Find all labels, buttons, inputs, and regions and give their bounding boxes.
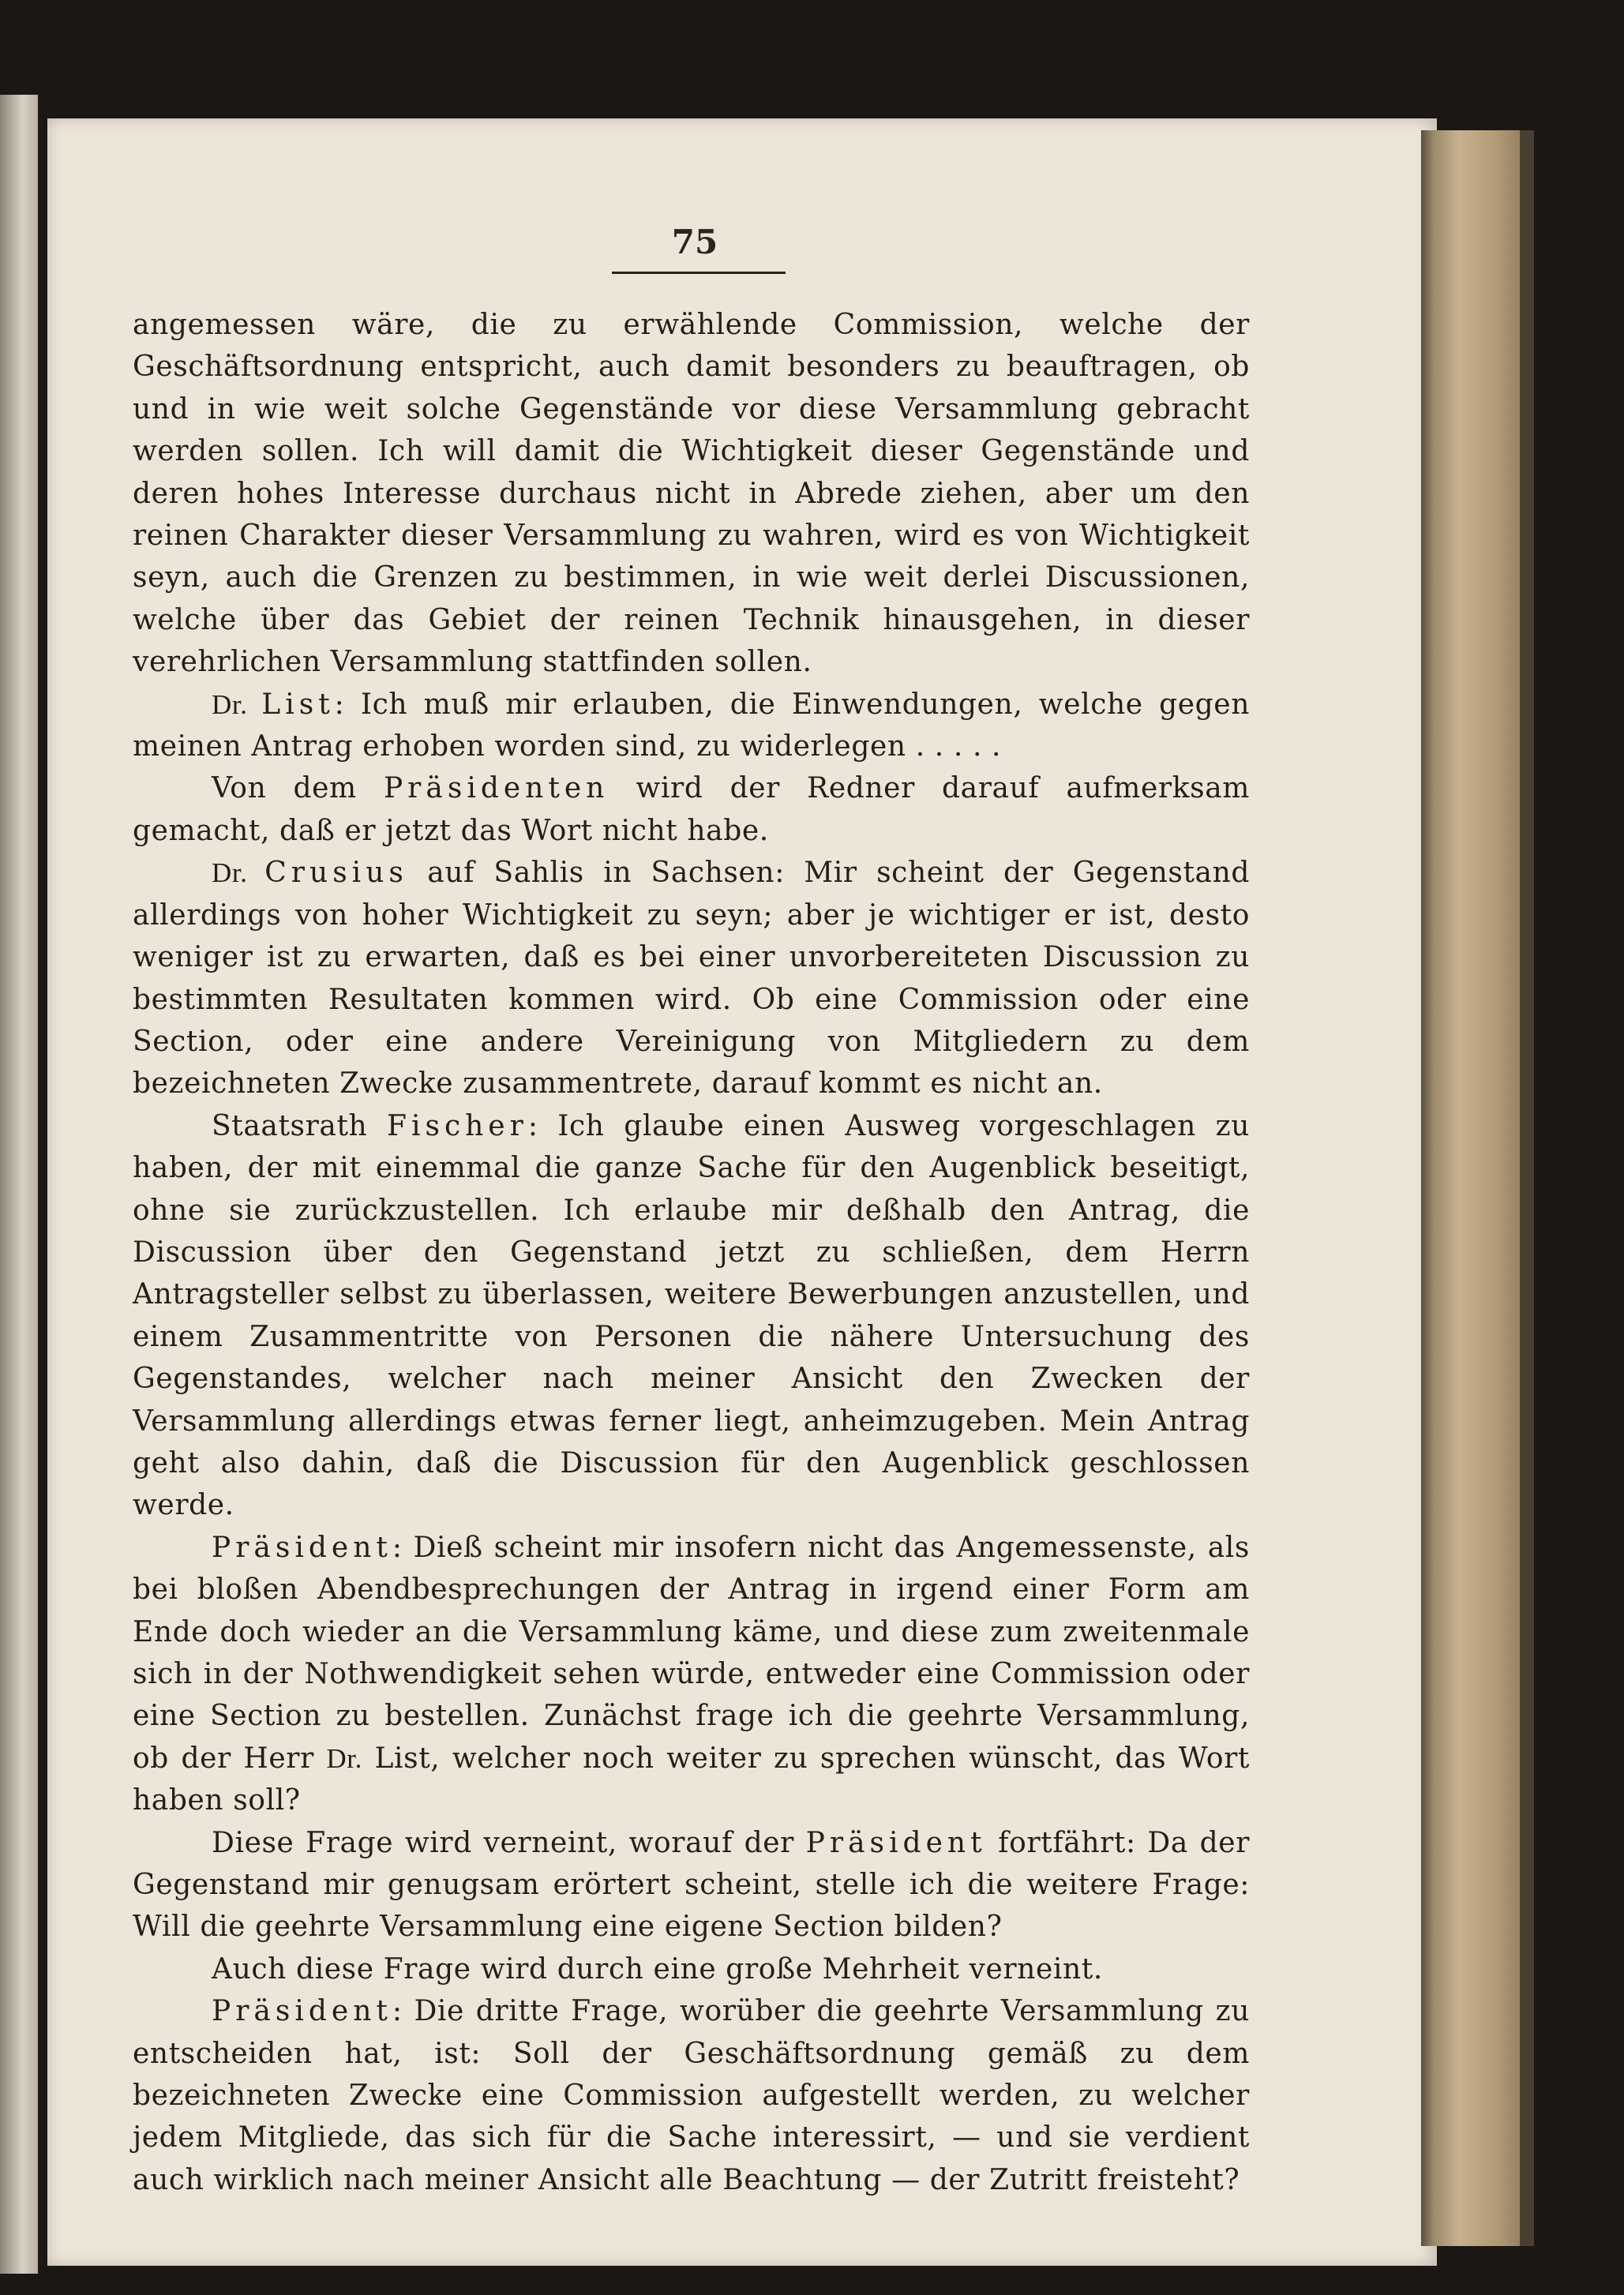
speaker-name: Präsident <box>805 1826 987 1859</box>
text-segment: Dr. <box>326 1742 362 1774</box>
text-segment: Auch diese Frage wird durch eine große Mehrheit verneint. <box>212 1952 1103 1986</box>
header-rule <box>612 272 786 274</box>
text-segment: Diese Frage wird verneint, worauf der <box>212 1826 806 1859</box>
paragraph <box>133 684 1250 768</box>
paragraph <box>133 1105 1250 1527</box>
text-segment: : Ich glaube einen Ausweg vorgeschlagen zu haben, der mit einemmal die ganze Sache für den Augenblick beseitigt, ohne sie zurückzustellen. Ich erlaube mir deßhalb den Antrag, die Discussion über den Gegenstand jetzt zu schließen, dem Herrn Antragsteller selbst zu überlassen, weitere Bewerbungen anzustellen, und einem Zusammentritte von Personen die nähere Untersuchung des Gegenstandes, welcher nach meiner Ansicht den Zwecken der Versammlung allerdings etwas ferner liegt, anheimzugeben. Mein Antrag geht also dahin, daß die Discussion für den Augenblick geschlossen werde. <box>133 1109 1250 1522</box>
text-segment: auf Sahlis in Sachsen: Mir scheint der Gegenstand allerdings von hoher Wichtigkeit zu seyn; aber je wichtiger er ist, desto weniger ist zu erwarten, daß es bei einer unvorbereiteten Discussion zu bestimmten Resultaten kommen wird. Ob eine Commission oder eine Section, oder eine andere Vereinigung von Mitgliedern zu dem bezeichneten Zwecke zusammentrete, darauf kommt es nicht an. <box>133 857 1250 1101</box>
text-segment: wird der Redner darauf aufmerksam gemacht, daß er jetzt das Wort nicht habe. <box>133 772 1250 847</box>
text-segment: : Ich muß mir erlauben, die Einwendungen, welche gegen meinen Antrag erhoben worden sind, zu widerlegen . . . . . <box>133 688 1250 763</box>
text-segment: Staatsrath <box>212 1109 387 1142</box>
text-segment: angemessen wäre, die zu erwählende Commission, welche der Geschäftsordnung entspricht, auch damit besonders zu beauftragen, ob und in wie weit solche Gegenstände vor diese Versammlung gebracht werden sollen. Ich will damit die Wichtigkeit dieser Gegenstände und deren hohes Interesse durchaus nicht in Abrede ziehen, aber um den reinen Charakter dieser Versammlung zu wahren, wird es von Wichtigkeit seyn, auch die Grenzen zu bestimmen, in wie weit derlei Discussionen, welche über das Gebiet der reinen Technik hinausgehen, in dieser verehrlichen Versammlung stattfinden sollen. <box>133 309 1250 679</box>
paragraph <box>133 1948 1250 1990</box>
paragraph <box>133 304 1250 684</box>
page-number: 75 <box>671 223 718 261</box>
text-segment: fortfährt: Da der Gegenstand mir genugsam erörtert scheint, stelle ich die weitere Frage: Will die geehrte Versammlung eine eigene Section bilden? <box>133 1826 1250 1944</box>
text-segment: Dr. <box>212 688 262 720</box>
speaker-name: Präsidenten <box>383 772 609 805</box>
paragraph <box>133 767 1250 852</box>
paragraph <box>133 1822 1250 1948</box>
speaker-name: Präsident <box>212 1995 392 2028</box>
speaker-name: Präsident <box>212 1531 392 1564</box>
text-segment: List, welcher noch weiter zu sprechen wünscht, das Wort haben soll? <box>133 1742 1250 1817</box>
body-text <box>133 304 1250 2201</box>
left-page-edge <box>0 95 38 2274</box>
paragraph <box>133 852 1250 1104</box>
book-edge <box>1421 130 1528 2246</box>
paragraph <box>133 1990 1250 2201</box>
speaker-name: List <box>261 688 335 721</box>
text-segment: : Die dritte Frage, worüber die geehrte Versammlung zu entscheiden hat, ist: Soll der Geschäftsordnung gemäß zu dem bezeichneten Zwecke eine Commission aufgestellt werden, zu welcher jedem Mitgliede, das sich für die Sache interessirt, — und sie verdient auch wirklich nach meiner Ansicht alle Beachtung — der Zutritt freisteht? <box>133 1995 1250 2196</box>
text-segment: Dr. <box>212 857 265 889</box>
paragraph <box>133 1527 1250 1822</box>
speaker-name: Crusius <box>264 857 408 890</box>
book-edge-rim <box>1520 130 1534 2246</box>
text-segment: : Dieß scheint mir insofern nicht das Angemessenste, als bei bloßen Abendbesprechungen der Antrag in irgend einer Form am Ende doch wieder an die Versammlung käme, und diese zum zweitenmale sich in der Nothwendigkeit sehen würde, entweder eine Commission oder eine Section zu bestellen. Zunächst frage ich die geehrte Versammlung, ob der Herr <box>133 1531 1250 1775</box>
speaker-name: Fischer <box>386 1109 528 1142</box>
text-segment: Von dem <box>212 772 384 805</box>
